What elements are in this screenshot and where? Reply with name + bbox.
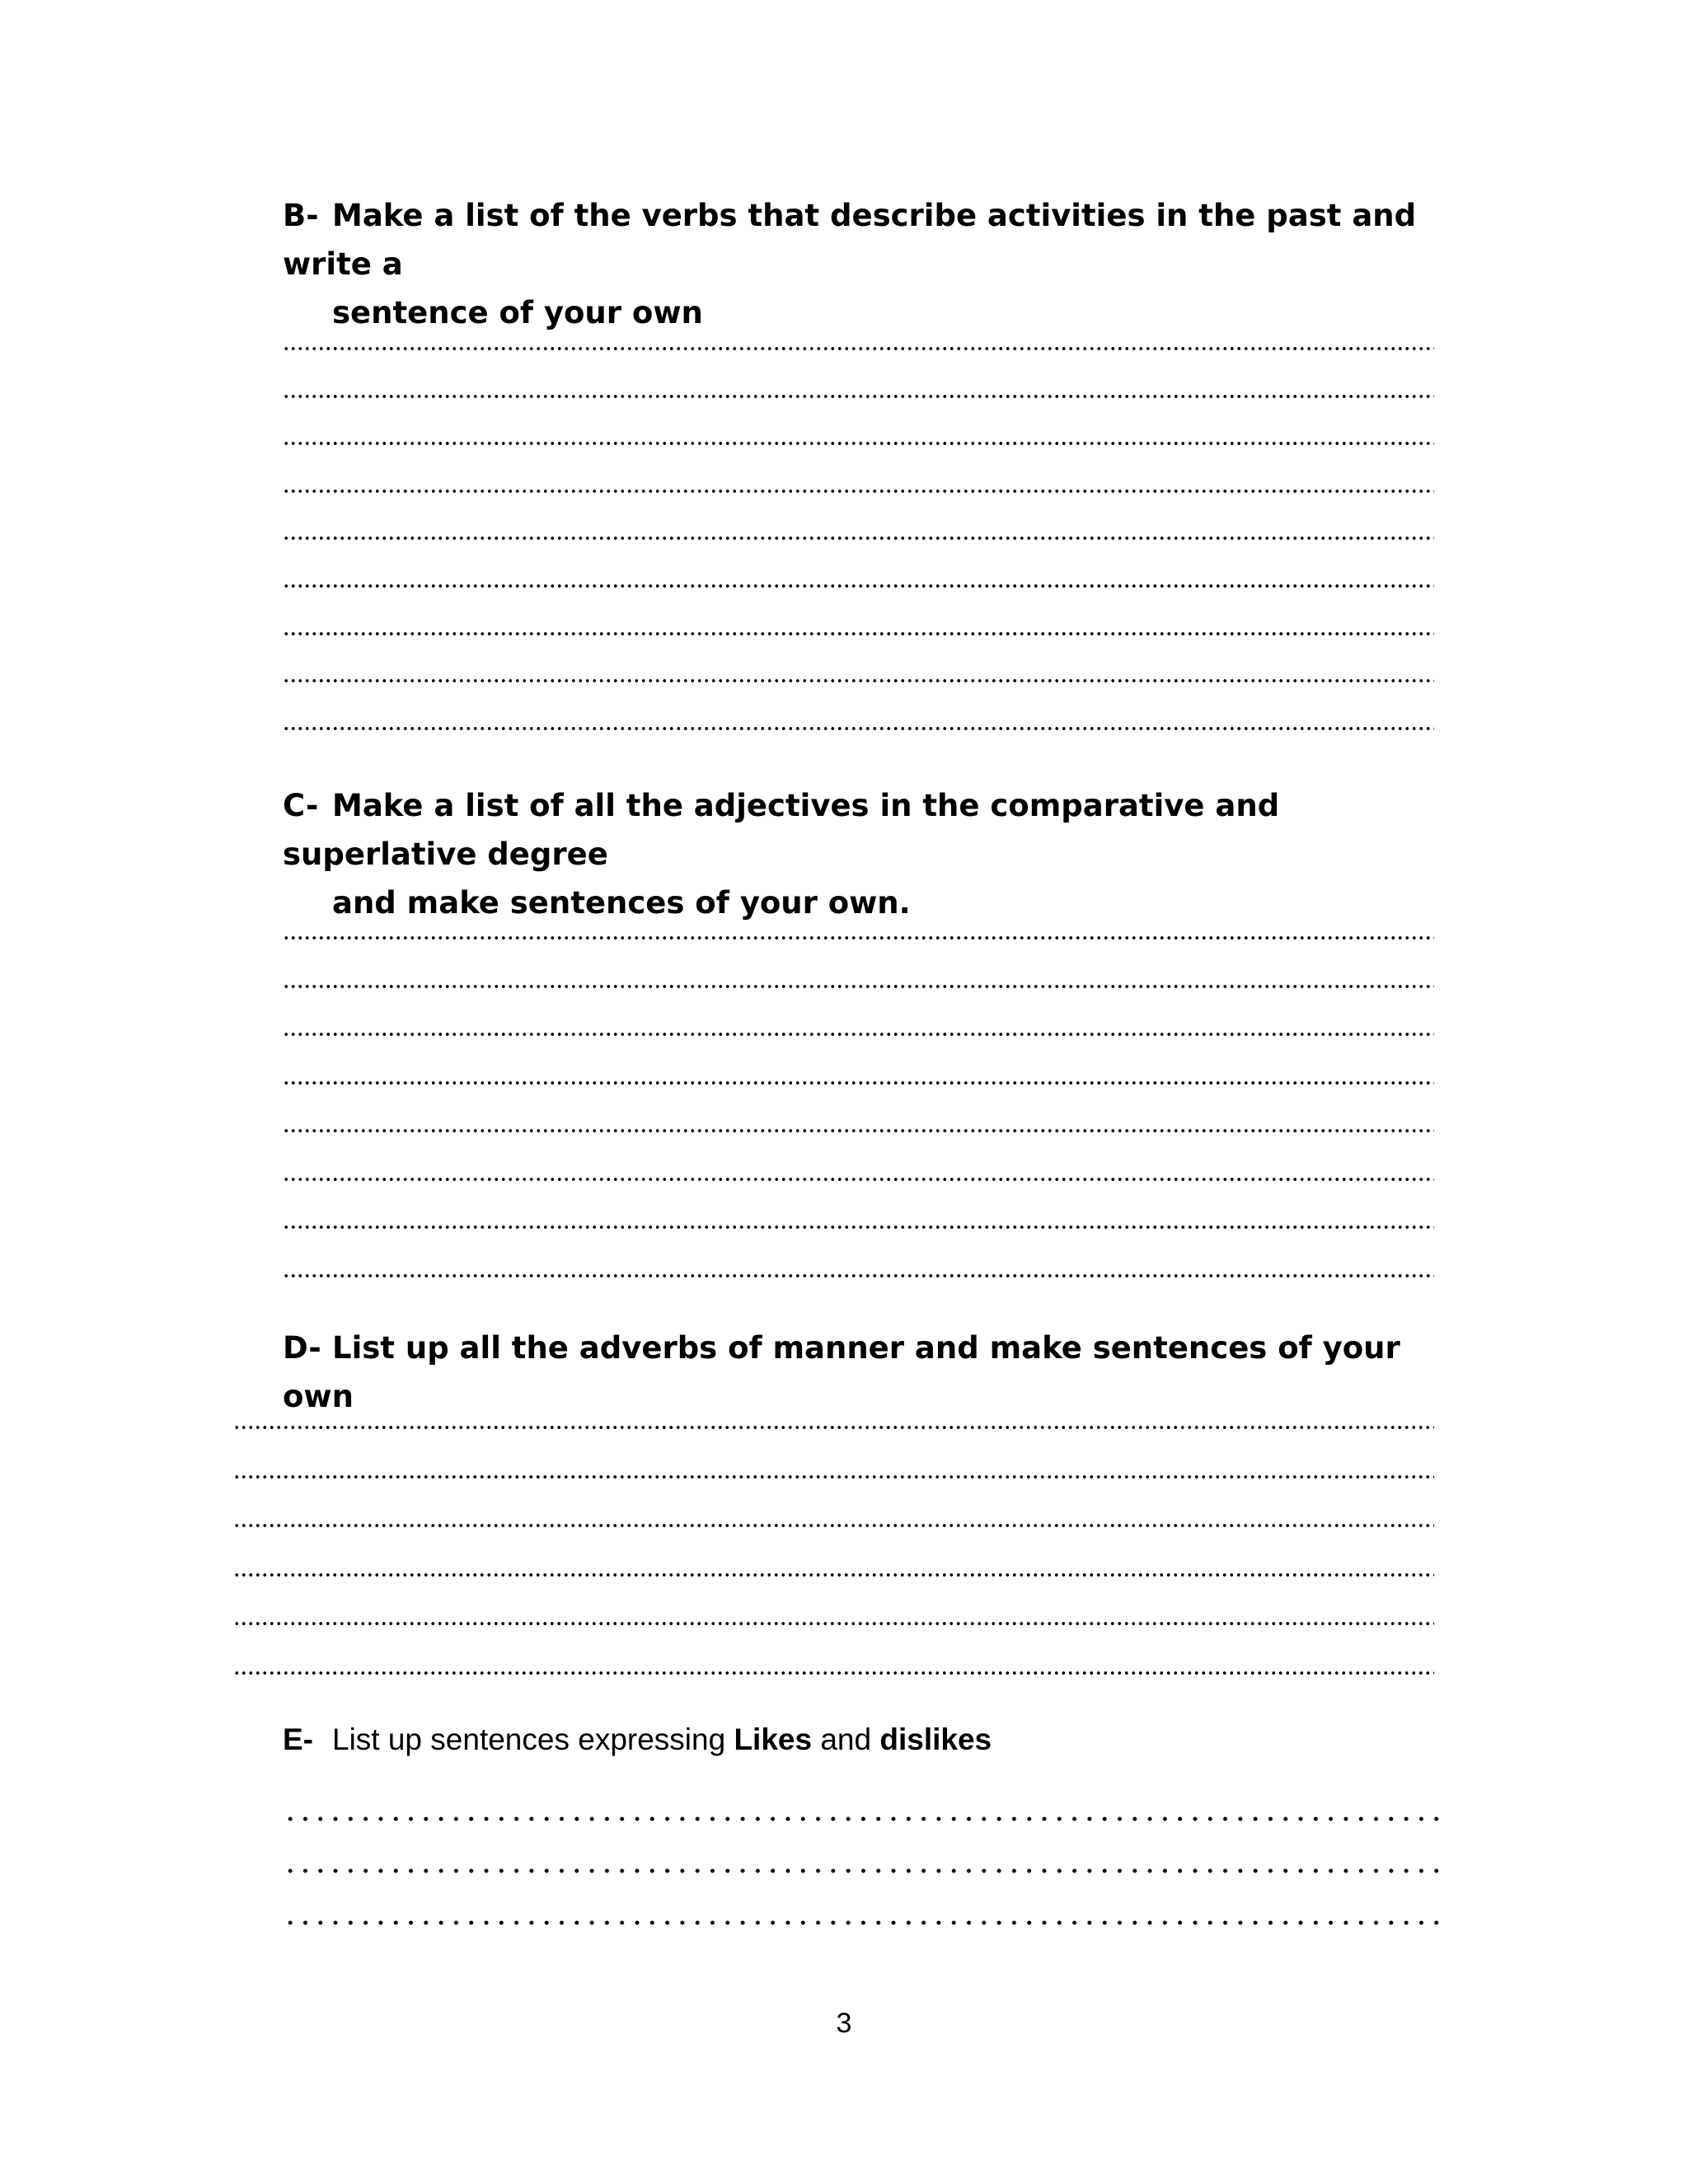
section-c-line1: Make a list of all the adjectives in the comparative and superlative degree [283, 788, 1280, 872]
answer-line[interactable] [283, 1080, 1434, 1085]
section-d-line1: List up all the adverbs of manner and make sentences of your own [283, 1330, 1400, 1414]
answer-line[interactable] [283, 1225, 1434, 1230]
section-c-heading [283, 781, 1453, 927]
section-e-likes: Likes [734, 1722, 813, 1756]
section-b-letter: B- [283, 198, 319, 233]
answer-line[interactable] [283, 1868, 1441, 1874]
answer-line[interactable] [283, 1032, 1434, 1037]
answer-line[interactable] [233, 1523, 1434, 1528]
answer-line[interactable] [283, 1919, 1441, 1926]
answer-line[interactable] [283, 1177, 1434, 1182]
answer-line[interactable] [283, 678, 1434, 683]
answer-line[interactable] [283, 346, 1434, 351]
section-e-and: and [820, 1722, 872, 1756]
answer-line[interactable] [283, 1816, 1441, 1822]
section-b-line2: sentence of your own [332, 295, 703, 330]
section-d-letter: D- [283, 1330, 321, 1366]
section-c-letter: C- [283, 788, 319, 823]
answer-line[interactable] [283, 726, 1434, 731]
section-b-heading [283, 191, 1453, 337]
answer-line[interactable] [283, 935, 1434, 940]
section-b-line1: Make a list of the verbs that describe activities in the past and write a [283, 198, 1417, 282]
answer-line[interactable] [283, 489, 1434, 494]
answer-line[interactable] [283, 441, 1434, 446]
answer-line[interactable] [233, 1572, 1434, 1577]
answer-line[interactable] [233, 1425, 1434, 1430]
section-e-letter: E- [283, 1722, 313, 1756]
section-e-text: List up sentences expressing [332, 1722, 726, 1756]
page-number: 3 [836, 2008, 852, 2039]
answer-line[interactable] [283, 1273, 1434, 1278]
answer-line[interactable] [283, 1128, 1434, 1133]
answer-line[interactable] [233, 1621, 1434, 1626]
answer-line[interactable] [283, 631, 1434, 636]
section-e-heading [283, 1719, 992, 1760]
answer-line[interactable] [233, 1474, 1434, 1479]
section-d-heading [283, 1324, 1453, 1421]
answer-line[interactable] [283, 583, 1434, 588]
answer-line[interactable] [283, 984, 1434, 989]
answer-line[interactable] [283, 394, 1434, 399]
section-c-line2: and make sentences of your own. [332, 885, 911, 921]
answer-line[interactable] [283, 536, 1434, 541]
section-e-dislikes: dislikes [879, 1722, 992, 1756]
answer-line[interactable] [233, 1671, 1434, 1675]
